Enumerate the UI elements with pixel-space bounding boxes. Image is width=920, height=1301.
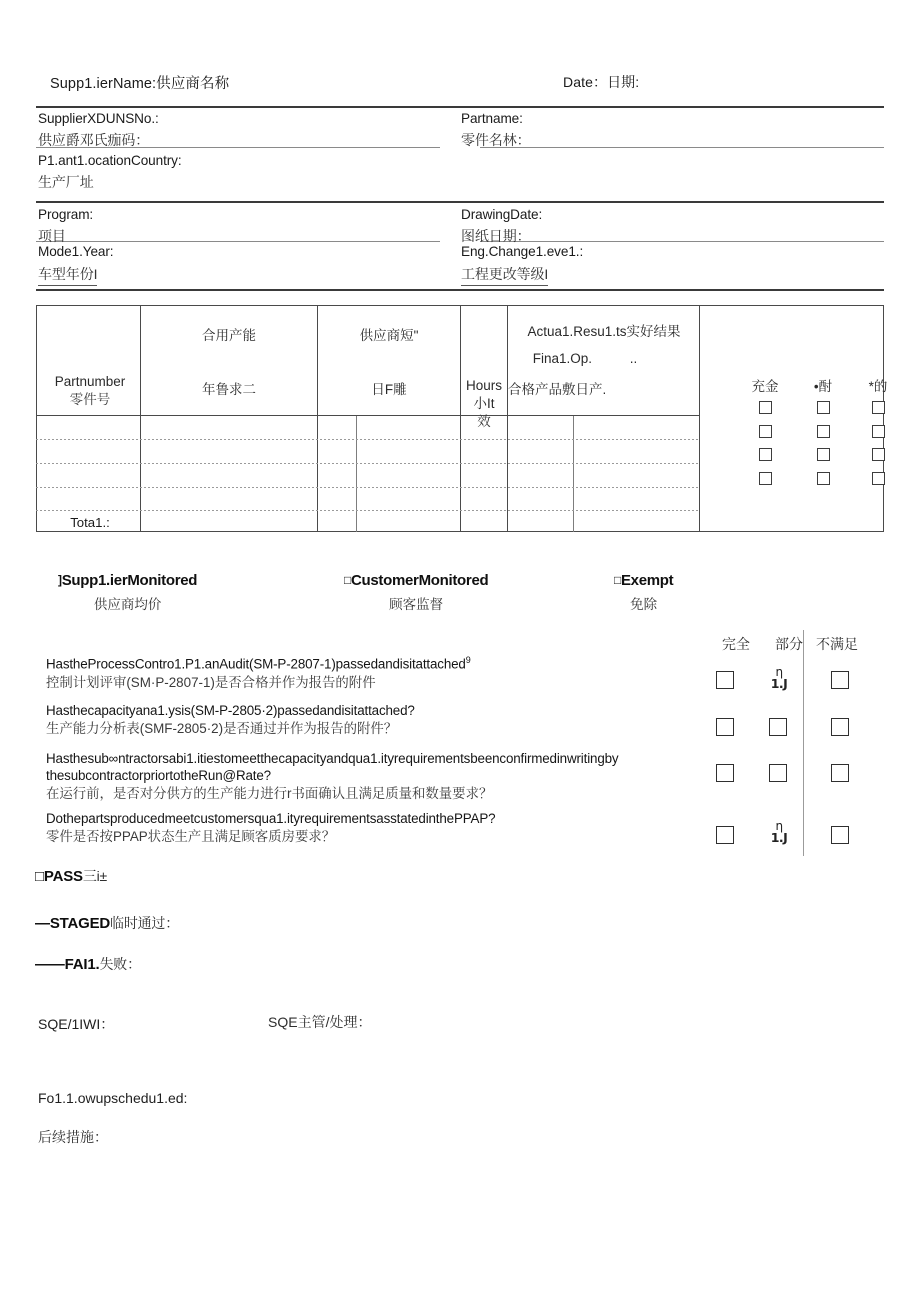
- question-2-text-en: Hasthecapacityana1.ysis(SM-P-2805·2)passedandisitattached?: [46, 703, 415, 718]
- question-header-complete: 完全: [722, 636, 750, 652]
- monitoring-options: [0, 572, 920, 618]
- form-title-row: [0, 72, 920, 98]
- capacity-table: [36, 305, 888, 533]
- monitor-supplier-label-cn: 供应商均价: [93, 597, 162, 612]
- right-panel-checkbox-r0c1[interactable]: [817, 399, 830, 417]
- col-header-actual-results-line3: 合格产品敷日产.: [508, 382, 607, 397]
- right-panel-checkbox-r1c0[interactable]: [759, 423, 772, 441]
- question-column-divider: [803, 630, 804, 856]
- right-panel-checkbox-r2c2[interactable]: [872, 446, 885, 464]
- sqe-signature-field: SQE/1IWI：: [38, 1016, 115, 1032]
- result-fail-cn: 失败：: [99, 956, 141, 972]
- partname-label-en: Partname:: [461, 111, 523, 126]
- program-label-cn: 项目: [38, 228, 66, 244]
- model-year-label-cn: 车型年份I: [38, 264, 97, 286]
- right-panel-checkbox-r3c1[interactable]: [817, 470, 830, 488]
- partname-label-cn: 零件名林：: [461, 132, 531, 148]
- followup-label-en: Fo1.1.owupschedu1.ed:: [38, 1090, 188, 1106]
- question-header-unsatisfied: 不满足: [816, 636, 858, 652]
- drawing-date-label-en: DrawingDate:: [461, 207, 543, 222]
- question-4-answer-unsatisfied[interactable]: [831, 826, 849, 844]
- total-row-label: Tota1.:: [70, 515, 110, 530]
- result-pass-cn: 三i±: [82, 868, 108, 884]
- question-row-4: [46, 810, 706, 846]
- rule-plant: [36, 201, 884, 203]
- question-4-answer-partial[interactable]: η 1.J: [770, 819, 788, 845]
- question-2-answer-complete[interactable]: [716, 718, 734, 736]
- question-header-partial: 部分: [775, 636, 803, 652]
- program-label-en: Program:: [38, 207, 94, 222]
- question-3-text-cn: 在运行前，是否对分供方的生产能力进行r书面确认且满足质量和数量要求？: [46, 786, 493, 802]
- monitor-exempt-label: □Exempt: [614, 572, 674, 589]
- monitor-customer-label: □CustomerMonitored: [344, 572, 489, 589]
- checkbox-glyph-supplier[interactable]: ]: [58, 573, 62, 587]
- question-1-text-cn: 控制计划评审(SM·P-2807-1)是否合格并作为报告的附件: [46, 674, 376, 690]
- monitor-customer-label-cn: 顾客监督: [389, 597, 444, 612]
- question-1-answer-unsatisfied[interactable]: [831, 671, 849, 689]
- monitor-option-exempt[interactable]: [614, 572, 673, 613]
- question-row-2: [46, 702, 706, 738]
- question-row-3: [46, 750, 708, 803]
- result-staged-label: STAGED: [49, 915, 111, 932]
- question-row-1: [46, 655, 706, 691]
- col-header-actual-results-line1: Actua1.Resu1.ts实好结果: [527, 324, 681, 339]
- rule-duns-right: [480, 147, 884, 148]
- result-pass-mark[interactable]: □: [35, 868, 44, 885]
- col-header-supplier-bottom: 日F雕: [371, 382, 407, 397]
- checkbox-glyph-customer[interactable]: □: [344, 573, 351, 587]
- date-field: Date：日期:: [563, 74, 640, 90]
- question-2-text-cn: 生产能力分析表(SMF-2805·2)是否通过并作为报告的附件？: [46, 721, 398, 737]
- col-header-partnumber: Partnumber 零件号: [54, 374, 126, 408]
- question-1-text-en: HastheProcessContro1.P1.anAudit(SM-P-2807-1)passedandisitattached$^9$: [46, 655, 471, 672]
- col-header-actual-results-line2: Fina1.Op. ..: [532, 351, 638, 366]
- right-panel-checkbox-r0c2[interactable]: [872, 399, 885, 417]
- right-panel-checkbox-r3c0[interactable]: [759, 470, 772, 488]
- checkbox-glyph-exempt[interactable]: □: [614, 573, 621, 587]
- eng-change-label-en: Eng.Change1.eve1.:: [461, 244, 584, 259]
- question-2-answer-partial[interactable]: [769, 718, 787, 736]
- question-3-answer-unsatisfied[interactable]: [831, 764, 849, 782]
- result-pass-label: PASS: [43, 868, 83, 885]
- eng-change-label-cn: 工程更改等级I: [461, 264, 548, 286]
- duns-label-cn: 供应爵邓氏痂码：: [38, 132, 150, 148]
- result-option-staged[interactable]: [35, 913, 179, 933]
- right-panel-checkbox-r1c2[interactable]: [872, 423, 885, 441]
- result-staged-cn: 临时通过：: [110, 915, 180, 931]
- result-option-fail[interactable]: [35, 954, 141, 974]
- followup-label-cn: 后续措施：: [38, 1129, 108, 1145]
- monitor-exempt-label-cn: 免除: [630, 597, 658, 612]
- supplier-name-field: Supp1.ierName:供应商名称: [50, 76, 230, 92]
- question-3-text-en: Hasthesub∞ntractorsabi1.itiestomeetthecapacityandqua1.ityrequirementsbeenconfirmedinwritingby: [46, 751, 619, 766]
- right-panel-checkbox-r3c2[interactable]: [872, 470, 885, 488]
- drawing-date-label-cn: 图纸日期：: [461, 228, 531, 244]
- result-fail-mark[interactable]: ——: [35, 956, 65, 973]
- question-3-answer-complete[interactable]: [716, 764, 734, 782]
- question-3-text-en2: thesubcontractorpriortotheRun@Rate?: [46, 768, 271, 784]
- result-option-pass[interactable]: [35, 866, 107, 886]
- col-header-hours: Hours小It 效: [465, 378, 502, 430]
- col-header-supplier-top: 供应商短": [359, 328, 419, 343]
- sqe-manager-signature-field: SQE主管/处理：: [268, 1014, 372, 1030]
- question-1-answer-partial[interactable]: η 1.J: [770, 665, 788, 691]
- model-year-label-en: Mode1.Year:: [38, 244, 114, 259]
- monitor-option-supplier[interactable]: [58, 572, 197, 613]
- question-3-answer-partial[interactable]: [769, 764, 787, 782]
- question-2-answer-unsatisfied[interactable]: [831, 718, 849, 736]
- right-panel-checkbox-r0c0[interactable]: [759, 399, 772, 417]
- right-panel-header-2: *的: [868, 379, 888, 394]
- result-staged-mark[interactable]: —: [35, 915, 50, 932]
- rule-program-right: [480, 241, 884, 242]
- question-4-text-cn: 零件是否按PPAP状态生产且满足顾客质房要求？: [46, 829, 336, 845]
- question-1-answer-complete[interactable]: [716, 671, 734, 689]
- question-4-text-en: Dothepartsproducedmeetcustomersqua1.ityrequirementsasstatedinthePPAP?: [46, 811, 496, 826]
- right-panel-header-1: •酎: [813, 379, 833, 394]
- duns-label-en: SupplierXDUNSNo.:: [38, 111, 159, 126]
- right-panel-checkbox-r2c1[interactable]: [817, 446, 830, 464]
- rule-program-left: [36, 241, 440, 242]
- question-4-answer-complete[interactable]: [716, 826, 734, 844]
- plant-location-label-cn: 生产厂址: [38, 174, 94, 190]
- monitor-option-customer[interactable]: [344, 572, 488, 613]
- rule-top: [36, 106, 884, 108]
- right-panel-checkbox-r2c0[interactable]: [759, 446, 772, 464]
- right-panel-checkbox-r1c1[interactable]: [817, 423, 830, 441]
- result-fail-label: FAI1.: [64, 956, 100, 973]
- plant-location-label-en: P1.ant1.ocationCountry:: [38, 153, 182, 168]
- col-header-capacity-bottom: 年鲁求二: [202, 382, 256, 397]
- rule-bottom: [36, 289, 884, 291]
- col-header-capacity-top: 合用产能: [202, 328, 256, 343]
- monitor-supplier-label: ]Supp1.ierMonitored: [58, 572, 198, 589]
- right-panel-header-0: 充金: [751, 379, 779, 394]
